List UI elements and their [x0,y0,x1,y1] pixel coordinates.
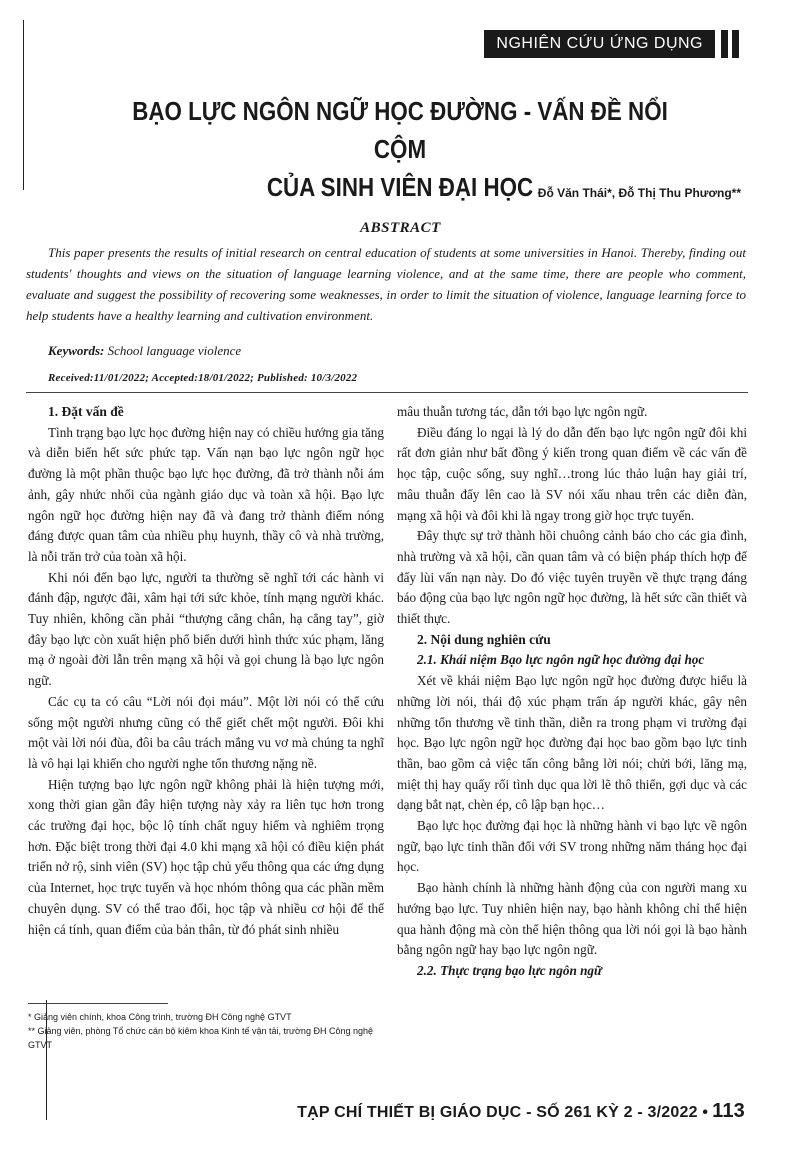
subsection-heading-2-1: 2.1. Khái niệm Bạo lực ngôn ngữ học đường đại học [417,652,705,668]
paragraph: Xét về khái niệm Bạo lực ngôn ngữ học đường được hiểu là những lời nói, thái độ xúc phạm trấn áp người khác, gây nên những tổn thương về tinh thần, diễn ra trong phạm vi trường đại học. Bạo lực ngôn ngữ học đường đại học bao gồm bạo lực tinh thần, bao gồm cả việc tấn công bằng lời nói; chửi bới, lăng mạ, miệt thị hay quấy rối tình dục qua lời lẽ thô thiển, gợi dục và các dạng bắt nạt, chèn ép, cô lập bạn học… [397,673,747,813]
right-column [397,402,747,982]
divider [26,392,748,393]
footnote-rule [28,1003,168,1004]
journal-name: TẠP CHÍ THIẾT BỊ GIÁO DỤC - SỐ 261 KỲ 2 - 3/2022 • [297,1104,709,1121]
keywords [48,343,241,359]
footnote-1: * Giảng viên chính, khoa Công trình, trường ĐH Công nghệ GTVT [28,1012,292,1022]
paragraph: Đây thực sự trở thành hồi chuông cảnh báo cho các gia đình, nhà trường và xã hội, cần quan tâm và có biện pháp thích hợp để đẩy lùi vấn nạn này. Do đó việc tuyên truyền về thực trạng đáng báo động của bạo lực ngôn ngữ học đường, là hết sức cần thiết và thiết thực. [397,528,747,627]
paragraph: Bạo lực học đường đại học là những hành vi bạo lực về ngôn ngữ, bạo lực tinh thần đối với SV trong những năm tháng học đại học. [397,818,747,875]
paragraph: Hiện tượng bạo lực ngôn ngữ không phải là hiện tượng mới, xong thời gian gần đây hiện tượng này xảy ra liên tục hơn trong các trường đại học, bộc lộ tính chất nguy hiểm và nghiêm trọng hơn. Đặc biệt trong thời đại 4.0 khi mạng xã hội có điều kiện phát triển nở rộ, sinh viên (SV) học tập chủ yếu thông qua các ứng dụng của Internet, học trực tuyến và học nhóm thông qua các phần mềm chuyên dụng. SV có thể trao đổi, học tập và nhiều cơ hội để thể hiện cá tính, quan điểm của bản thân, từ đó phát sinh nhiều [28,776,384,937]
margin-rule-top [23,20,24,190]
footnote-2: ** Giảng viên, phòng Tổ chức cán bộ kiêm khoa Kinh tế vận tải, trường ĐH Công nghệ GTVT [28,1026,373,1050]
footnotes [28,1010,384,1052]
publication-dates: Received:11/01/2022; Accepted:18/01/2022; Published: 10/3/2022 [48,372,358,384]
section-tag: NGHIÊN CỨU ỨNG DỤNG [484,30,715,58]
title-line-1: BẠO LỰC NGÔN NGỮ HỌC ĐƯỜNG - VẤN ĐỀ NỔI CỘM [132,96,668,164]
paragraph: Khi nói đến bạo lực, người ta thường sẽ nghĩ tới các hành vi đánh đập, ngược đãi, xâm hại tới sức khỏe, tính mạng người khác. Tuy nhiên, không cần phải “thượng cẳng chân, hạ cẳng tay”, giờ đây bạo lực còn xuất hiện phổ biến dưới hình thức xúc phạm, lăng mạ ở ngoài đời lẫn trên mạng xã hội và gọi chung là bạo lực ngôn ngữ. [28,569,384,689]
paragraph: Điều đáng lo ngại là lý do dẫn đến bạo lực ngôn ngữ đôi khi rất đơn giản như bất đồng ý kiến trong quan điểm về các vấn đề học tập, cuộc sống, suy nghĩ…trong lúc thảo luận hay giải trí, mâu thuẫn đẩy lên cao là SV nói xấu nhau trên các diễn đàn, mạng xã hội và đôi khi là ngay trong giờ học trực tuyến. [397,424,747,523]
section-heading-1: 1. Đặt vấn đề [48,404,124,419]
abstract-heading: ABSTRACT [360,220,441,236]
keywords-label: Keywords: [48,343,105,358]
left-column [28,402,384,940]
paragraph: Các cụ ta có câu “Lời nói đọi máu”. Một lời nói có thể cứu sống một người nhưng cũng có thể giết chết một người. Đôi khi một vài lời nói đùa, đôi ba câu trách mắng vu vơ mà chúng ta nghĩ là vô hại lại khiến cho người nghe tổn thương nặng nề. [28,693,384,771]
section-tag-bars [719,30,741,58]
paragraph: Bạo hành chính là những hành động của con người mang xu hướng bạo lực. Tuy nhiên hiện nay, bạo hành không chỉ thể hiện qua hành động mà còn thể hiện thông qua lời nói gọi là bạo hành bằng ngôn ngữ hay bạo lực ngôn ngữ. [397,880,747,958]
paragraph: mâu thuẫn tương tác, dẫn tới bạo lực ngôn ngữ. [397,404,648,419]
abstract-text: This paper presents the results of initial research on central education of students at some universities in Hanoi. Thereby, finding out students' thoughts and views on the situation of language learning violence, and at the same time, there are people who comment, evaluate and suggest the possibility of recovering some weaknesses, in order to limit the situation of violence, language learning force to help students have a healthy learning and cultivation environment. [26,245,746,323]
title-line-2: CỦA SINH VIÊN ĐẠI HỌC [266,172,534,202]
section-heading-2: 2. Nội dung nghiên cứu [417,631,551,647]
paragraph: Tình trạng bạo lực học đường hiện nay có chiều hướng gia tăng và diễn biến hết sức phức tạp. Vấn nạn bạo lực ngôn ngữ học đường là một phần thuộc bạo lực học đường, đã trở thành nỗi ám ảnh, gây nhức nhối của ngành giáo dục và toàn xã hội. Bạo lực ngôn ngữ học đường hiện nay đã và đang trở thành điểm nóng đáng được quan tâm của nhiều phụ huynh, thầy cô và nhà trường, là nỗi trăn trở của toàn xã hội. [28,424,384,564]
page-number: 113 [712,1100,745,1122]
authors: Đỗ Văn Thái*, Đỗ Thị Thu Phương** [537,186,741,200]
keywords-value: School language violence [107,343,242,358]
journal-footer [297,1100,745,1123]
subsection-heading-2-2: 2.2. Thực trạng bạo lực ngôn ngữ [417,962,602,978]
